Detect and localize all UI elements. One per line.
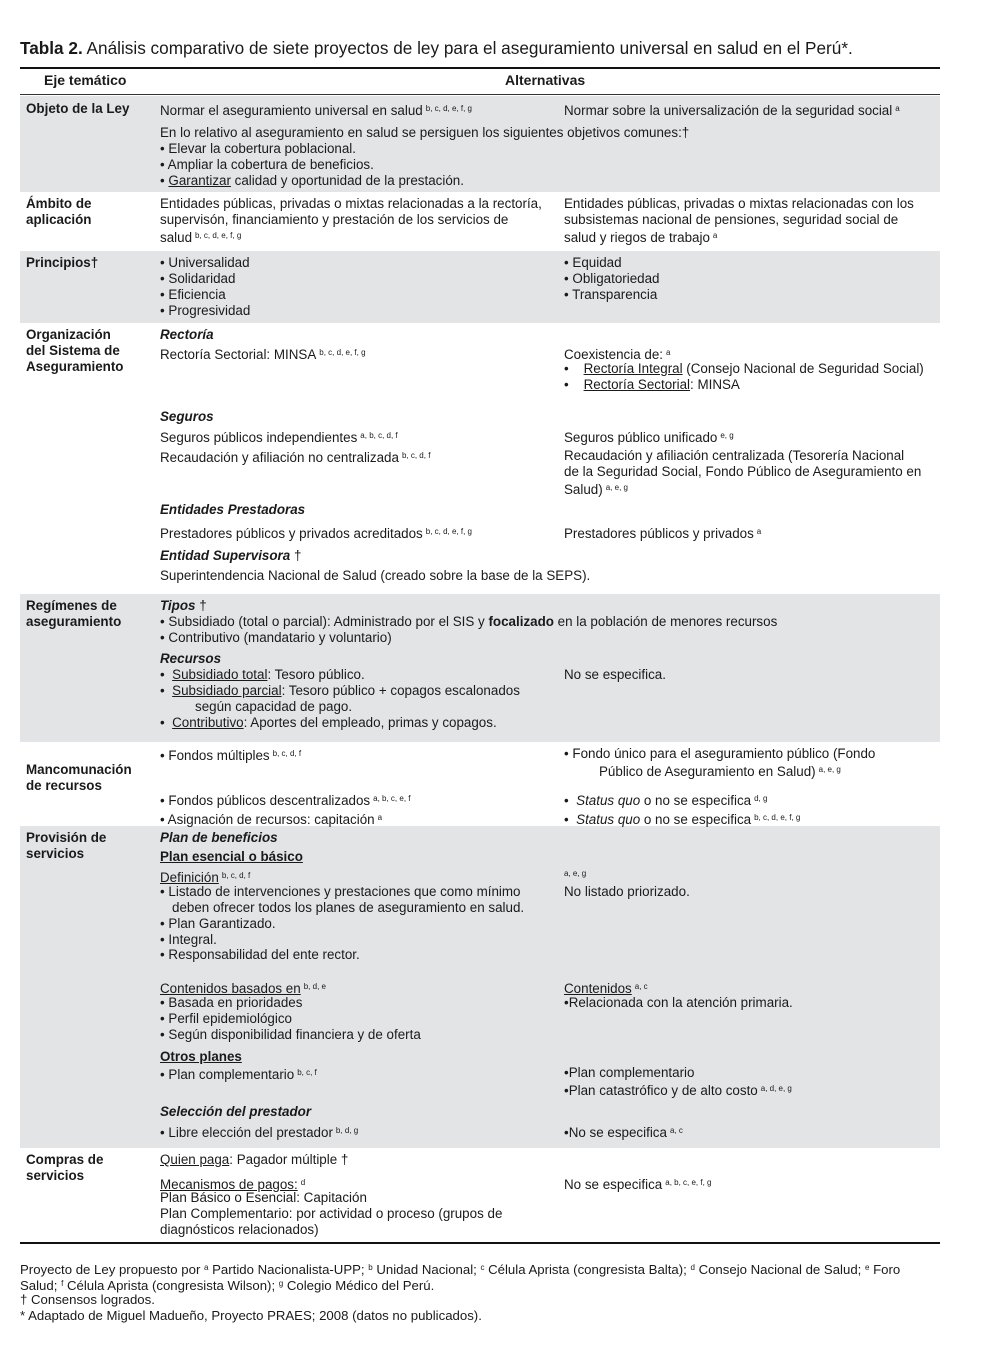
objeto-common: En lo relativo al aseguramiento en salud se persiguen los siguientes objetivos comunes:† [160, 125, 690, 140]
principio-right-3: • Transparencia [564, 287, 658, 302]
row-label-organizacion-3: Aseguramiento [26, 359, 124, 374]
row-label-mancomunacion-2: de recursos [26, 778, 102, 793]
row-label-regimenes-2: aseguramiento [26, 614, 122, 629]
coexistencia: Coexistencia de: $^a$ [564, 347, 671, 362]
principio-left-2: • Solidaridad [160, 271, 236, 286]
objeto-right: Normar sobre la universalización de la seguridad social $^a$ [564, 103, 900, 118]
row-label-mancomunacion-1: Mancomunación [26, 762, 132, 777]
section-rectoria: Rectoría [160, 327, 214, 342]
seleccion-right: •No se especifica $^{a, c}$ [564, 1125, 683, 1140]
objeto-bullet-2: • Ampliar la cobertura de beneficios. [160, 157, 374, 172]
seguros-left-1: Seguros públicos independientes $^{a, b, c, d, f}$ [160, 430, 398, 445]
manc-right-3: • Status quo o no se especifica $^{b, c, d, e, f, g}$ [564, 812, 801, 827]
seguros-left-2: Recaudación y afiliación no centralizada $^{b, c, d, f}$ [160, 450, 431, 465]
section-seleccion: Selección del prestador [160, 1104, 312, 1119]
contenidos-2: • Perfil epidemiológico [160, 1011, 292, 1026]
objeto-left: Normar el aseguramiento universal en salud $^{b, c, d, e, f, g}$ [160, 103, 472, 118]
mecanismos-1: Plan Básico o Esencial: Capitación [160, 1190, 367, 1205]
seguros-right-2b: de la Seguridad Social, Fondo Público de Aseguramiento en [564, 464, 922, 479]
recursos-2: • Subsidiado parcial: Tesoro público + copagos escalonados [160, 683, 520, 698]
seguros-right-2a: Recaudación y afiliación centralizada (Tesorería Nacional [564, 448, 905, 463]
definicion-4: • Responsabilidad del ente rector. [160, 947, 360, 962]
tipos-2: • Contributivo (mandatario y voluntario) [160, 630, 392, 645]
footnote-4: * Adaptado de Miguel Madueño, Proyecto PRAES; 2008 (datos no publicados). [20, 1308, 482, 1323]
principio-left-1: • Universalidad [160, 255, 250, 270]
contenidos-3: • Según disponibilidad financiera y de oferta [160, 1027, 421, 1042]
ambito-left-1: Entidades públicas, privadas o mixtas relacionadas a la rectoría, [160, 196, 542, 211]
plan-esencial: Plan esencial o básico [160, 849, 303, 864]
definicion-1b: deben ofrecer todos los planes de aseguramiento en salud. [172, 900, 525, 915]
section-plan-beneficios: Plan de beneficios [160, 830, 278, 845]
header-eje: Eje temático [44, 72, 127, 88]
tipos-1: • Subsidiado (total o parcial): Administrado por el SIS y focalizado en la población de menores recursos [160, 614, 778, 629]
otros-planes: Otros planes [160, 1049, 242, 1064]
definicion-right-sup: a, e, g [564, 869, 587, 878]
entidades-right: Prestadores públicos y privados $^a$ [564, 526, 762, 541]
manc-right-1b: Público de Aseguramiento en Salud) $^{a, e, g}$ [599, 764, 841, 779]
row-label-compras-1: Compras de [26, 1152, 104, 1167]
mecanismos-2: Plan Complementario: por actividad o proceso (grupos de [160, 1206, 503, 1221]
recursos-3: • Contributivo: Aportes del empleado, primas y copagos. [160, 715, 497, 730]
ambito-right-3: salud y riegos de trabajo $^a$ [564, 230, 718, 245]
contenidos-1: • Basada en prioridades [160, 995, 303, 1010]
definicion-2: • Plan Garantizado. [160, 916, 276, 931]
recursos-1: • Subsidiado total: Tesoro público. [160, 667, 365, 682]
row-label-provision-2: servicios [26, 846, 85, 861]
row-label-ambito-1: Ámbito de [26, 196, 92, 211]
principio-left-4: • Progresividad [160, 303, 251, 318]
recursos-2-cont: según capacidad de pago. [195, 699, 353, 714]
footnote-2: Salud; $^f$ Célula Aprista (congresista Wilson); $^g$ Colegio Médico del Perú. [20, 1278, 435, 1293]
manc-left-1: • Fondos múltiples $^{b, c, d, f}$ [160, 748, 302, 763]
seleccion-left: • Libre elección del prestador $^{b, d, g}$ [160, 1125, 359, 1140]
contenidos-right-1: •Relacionada con la atención primaria. [564, 995, 793, 1010]
definicion-right: No listado priorizado. [564, 884, 690, 899]
row-label-compras-2: servicios [26, 1168, 85, 1183]
section-tipos: Tipos † [160, 598, 207, 613]
band-provision [20, 826, 940, 1148]
contenidos-right-label: Contenidos $^{a, c}$ [564, 981, 648, 996]
contenidos-left-label: Contenidos basados en $^{b, d, e}$ [160, 981, 326, 996]
coexistencia-item-1: • Rectoría Integral (Consejo Nacional de Seguridad Social) [564, 361, 924, 376]
footnote-1: Proyecto de Ley propuesto por $^a$ Partido Nacionalista-UPP; $^b$ Unidad Nacional; $^c$ Célula Aprista (congresista Balta); $^d$ Consejo Nacional de Salud; $^e$ Foro [20, 1262, 901, 1277]
seguros-right-1: Seguros público unificado $^{e, g}$ [564, 430, 734, 445]
section-supervisora: Entidad Supervisora † [160, 548, 302, 563]
row-label-objeto: Objeto de la Ley [26, 101, 130, 116]
mecanismos-label: Mecanismos de pagos: $^d$ [160, 1177, 306, 1192]
bottom-rule [20, 1242, 940, 1244]
otros-right-2: •Plan catastrófico y de alto costo $^{a, d, e, g}$ [564, 1083, 792, 1098]
otros-left: • Plan complementario $^{b, c, f}$ [160, 1067, 317, 1082]
band-principios [20, 251, 940, 323]
ambito-right-1: Entidades públicas, privadas o mixtas relacionadas con los [564, 196, 914, 211]
ambito-right-2: subsistemas nacional de pensiones, seguridad social de [564, 212, 899, 227]
supervisora-text: Superintendencia Nacional de Salud (creado sobre la base de la SEPS). [160, 568, 591, 583]
recursos-right: No se especifica. [564, 667, 666, 682]
header-alternativas: Alternativas [505, 72, 586, 88]
row-label-principios: Principios† [26, 255, 99, 270]
mecanismos-3: diagnósticos relacionados) [160, 1222, 319, 1237]
manc-left-2: • Fondos públicos descentralizados $^{a, b, c, e, f}$ [160, 793, 411, 808]
definicion-label: Definición $^{b, c, d, f}$ [160, 870, 251, 885]
definicion-1: • Listado de intervenciones y prestaciones que como mínimo [160, 884, 521, 899]
footnote-3: † Consensos logrados. [20, 1292, 155, 1307]
row-label-regimenes-1: Regímenes de [26, 598, 117, 613]
section-entidades: Entidades Prestadoras [160, 502, 306, 517]
top-rule [20, 67, 940, 69]
objeto-bullet-1: • Elevar la cobertura poblacional. [160, 141, 356, 156]
section-recursos: Recursos [160, 651, 222, 666]
principio-right-2: • Obligatoriedad [564, 271, 660, 286]
mecanismos-right: No se especifica $^{a, b, c, e, f, g}$ [564, 1177, 712, 1192]
manc-right-2: • Status quo o no se especifica $^{d, g}$ [564, 793, 768, 808]
principio-right-1: • Equidad [564, 255, 622, 270]
row-label-organizacion-1: Organización [26, 327, 111, 342]
ambito-left-3: salud $^{b, c, d, e, f, g}$ [160, 230, 242, 245]
row-label-organizacion-2: del Sistema de [26, 343, 120, 358]
header-rule [20, 94, 940, 95]
definicion-3: • Integral. [160, 932, 217, 947]
quien-paga: Quien paga: Pagador múltiple † [160, 1152, 349, 1167]
otros-right-1: •Plan complementario [564, 1065, 695, 1080]
row-label-provision-1: Provisión de [26, 830, 107, 845]
objeto-bullet-3: • Garantizar calidad y oportunidad de la prestación. [160, 173, 464, 188]
ambito-left-2: supervisón, financiamiento y prestación de los servicios de [160, 212, 509, 227]
entidades-left: Prestadores públicos y privados acreditados $^{b, c, d, e, f, g}$ [160, 526, 472, 541]
coexistencia-item-2: • Rectoría Sectorial: MINSA [564, 377, 740, 392]
manc-right-1a: • Fondo único para el aseguramiento público (Fondo [564, 746, 876, 761]
row-label-ambito-2: aplicación [26, 212, 92, 227]
manc-left-3: • Asignación de recursos: capitación $^a$ [160, 812, 383, 827]
table-title: Tabla 2. Análisis comparativo de siete proyectos de ley para el aseguramiento universal en salud en el Perú*. [20, 38, 853, 58]
seguros-right-2c: Salud) $^{a, e, g}$ [564, 482, 628, 497]
principio-left-3: • Eficiencia [160, 287, 226, 302]
section-seguros: Seguros [160, 409, 214, 424]
rectoria-left: Rectoría Sectorial: MINSA $^{b, c, d, e, f, g}$ [160, 347, 366, 362]
